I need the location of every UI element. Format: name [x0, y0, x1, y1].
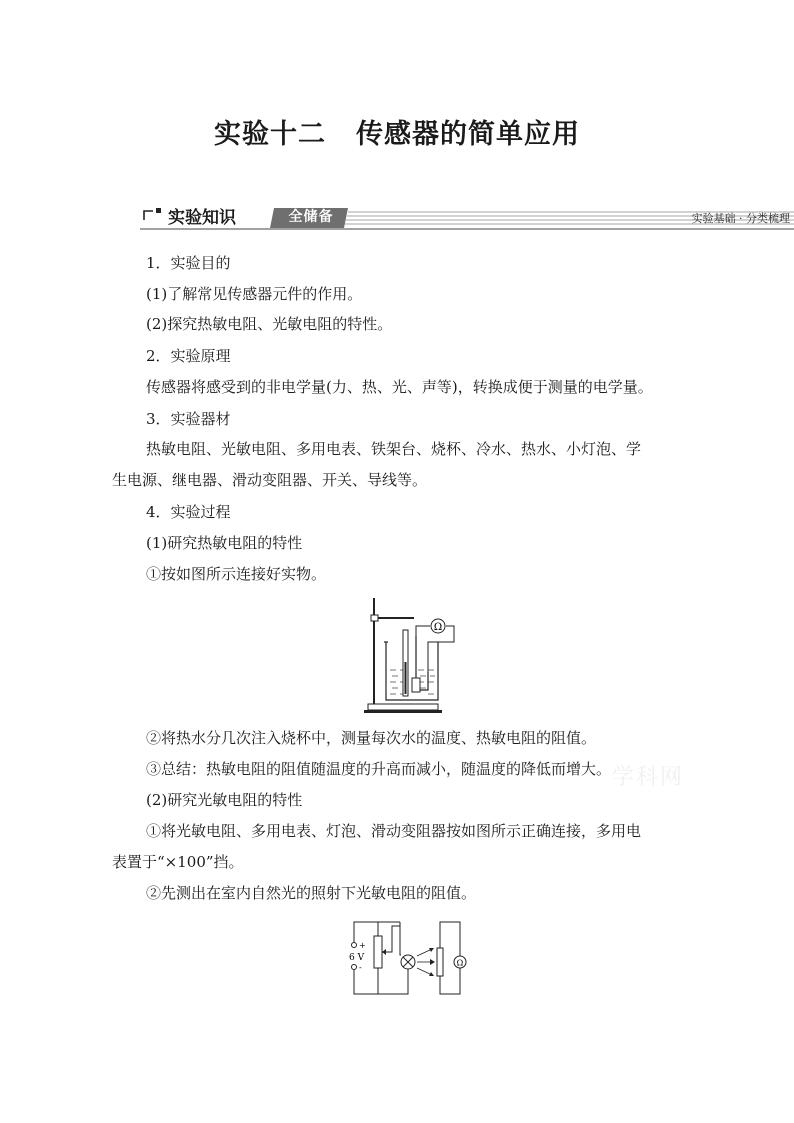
procedure-step-2-1: ①将光敏电阻、多用电表、灯泡、滑动变阻器按如图所示正确连接，多用电 [146, 822, 642, 840]
thermistor-meter-symbol: Ω [433, 622, 443, 633]
heading-principle: 2．实验原理 [146, 347, 231, 365]
procedure-subheading-1: (1)研究热敏电阻的特性 [146, 534, 303, 552]
page-title [0, 112, 794, 151]
title-experiment-number: 实验十二 [214, 119, 326, 150]
procedure-step-2-1-cont: 表置于“×100”挡。 [112, 853, 244, 871]
photoresistor-circuit-figure [340, 912, 490, 1000]
source-plus-label: + [359, 941, 366, 950]
equipment-text-2: 生电源、继电器、滑动变阻器、开关、导线等。 [112, 471, 428, 489]
procedure-step-2-2: ②先测出在室内自然光的照射下光敏电阻的阻值。 [146, 884, 477, 902]
procedure-subheading-2: (2)研究光敏电阻的特性 [146, 791, 303, 809]
principle-text: 传感器将感受到的非电学量(力、热、光、声等)，转换成便于测量的电学量。 [146, 378, 653, 396]
banner-label: 实验知识 [168, 208, 236, 228]
heading-purpose: 1．实验目的 [146, 254, 231, 272]
ohmmeter-symbol: Ω [456, 958, 464, 968]
title-topic: 传感器的简单应用 [356, 119, 580, 150]
banner-subtitle: 实验基础 · 分类梳理 [691, 212, 790, 225]
thermistor-setup-figure [360, 592, 460, 718]
procedure-step-1-3: ③总结：热敏电阻的阻值随温度的升高而减小，随温度的降低而增大。 [146, 760, 612, 778]
purpose-item-1: (1)了解常见传感器元件的作用。 [146, 285, 363, 303]
procedure-step-1-2: ②将热水分几次注入烧杯中，测量每次水的温度、热敏电阻的阻值。 [146, 729, 597, 747]
procedure-step-1-1: ①按如图所示连接好实物。 [146, 565, 327, 583]
source-voltage-label: 6 V [349, 953, 365, 963]
watermark: 学科网 [612, 765, 685, 790]
equipment-text-1: 热敏电阻、光敏电阻、多用电表、铁架台、烧杯、冷水、热水、小灯泡、学 [146, 440, 642, 458]
heading-procedure: 4．实验过程 [146, 503, 231, 521]
purpose-item-2: (2)探究热敏电阻、光敏电阻的特性。 [146, 315, 393, 333]
banner-tag: 全储备 [288, 209, 334, 225]
heading-equipment: 3．实验器材 [146, 410, 231, 428]
source-minus-label: - [359, 963, 362, 972]
